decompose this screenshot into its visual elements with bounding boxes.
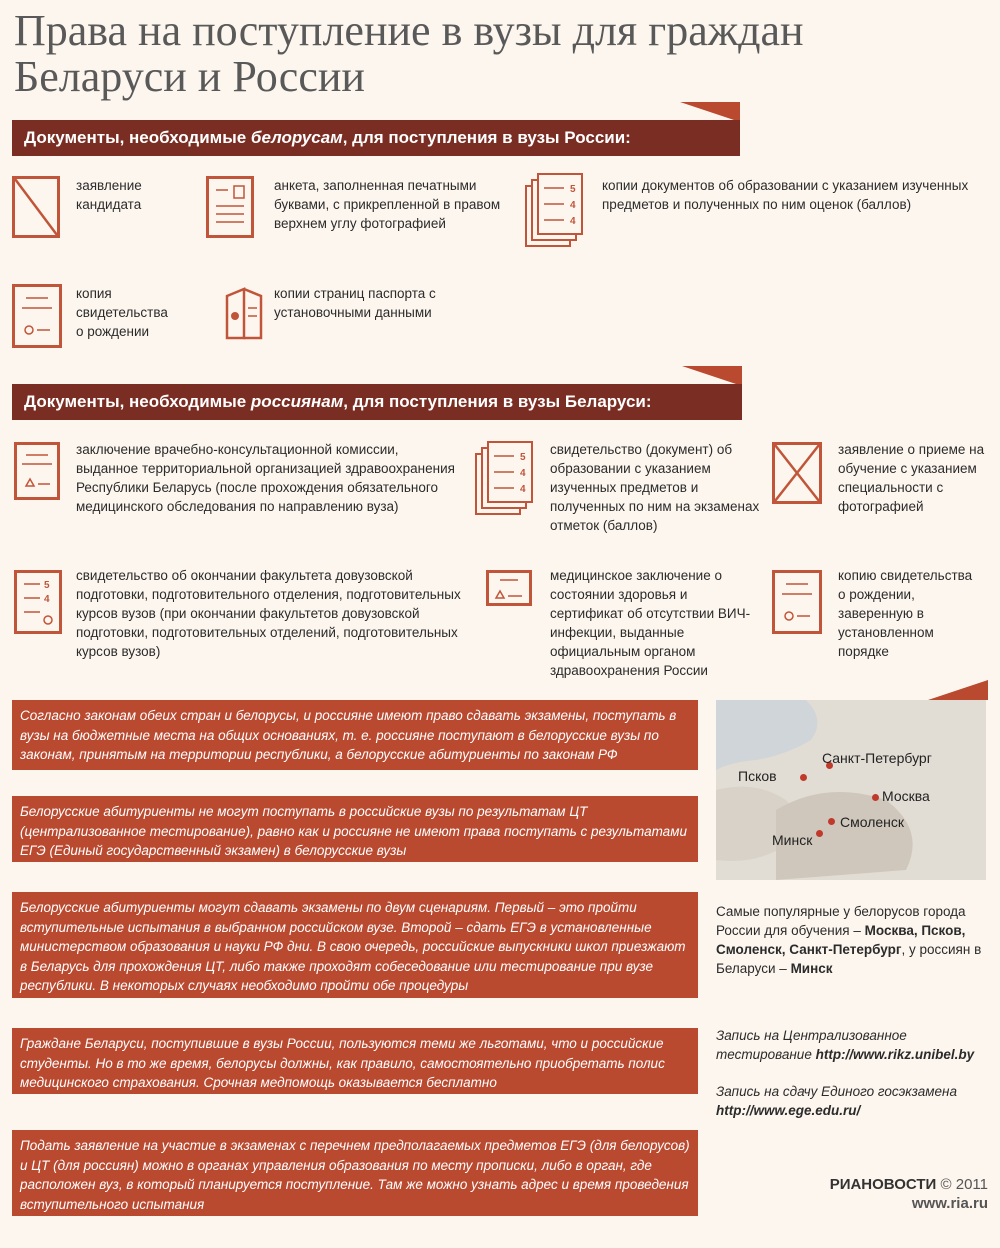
- map-label-moscow: Москва: [882, 788, 930, 804]
- medical-conclusion-icon: [486, 570, 532, 606]
- svg-text:5: 5: [44, 580, 50, 591]
- questionnaire-icon: [206, 176, 254, 238]
- map-fold: [928, 680, 988, 700]
- map-label-pskov: Псков: [738, 768, 777, 784]
- ria-brand: РИАНОВОСТИ: [829, 1176, 937, 1193]
- doc-item-questionnaire: анкета, заполненная печатными буквами, с прикрепленной в правом верхнем углу фотографией: [274, 178, 501, 231]
- education-certificate-icon: [474, 440, 536, 518]
- svg-text:4: 4: [570, 216, 576, 227]
- doc-item-medical-commission: заключение врачебно-консультационной комиссии, выданное территориальной организацией здравоохранения Республики Беларусь (после прохождения обязательного медицинского обследования по направлению вуза): [76, 442, 455, 514]
- info-box-equal-rights: Согласно законам обеих стран и белорусы, и россияне имеют право сдавать экзамены, поступать в вузы на бюджетные места на общих основаниях, т. е. россияне поступают в белорусские вузы по законам, принятым на территории республики, а белорусские абитуриенты по законам РФ: [12, 700, 698, 770]
- info-box-application: Подать заявление на участие в экзаменах с перечнем предполагаемых предметов ЕГЭ (для белорусов) и ЦТ (для россиян) можно в органах управления образования по месту прописки, либо в орган, где расположен вуз, в который планируется поступление. Там же можно узнать адрес и время проведения вступительного испытания: [12, 1130, 698, 1216]
- grades-documents-icon: [524, 172, 586, 250]
- ria-logo: [830, 1175, 988, 1213]
- map: [716, 700, 986, 880]
- ria-site[interactable]: www.ria.ru: [911, 1195, 988, 1212]
- medical-commission-icon: [14, 442, 60, 500]
- doc-item-education-certificate: свидетельство (документ) об образовании с указанием изученных предметов и полученных по ним на экзаменах отметок (баллов): [550, 442, 760, 533]
- ct-registration-link[interactable]: http://www.rikz.unibel.by: [815, 1047, 975, 1062]
- svg-text:4: 4: [520, 484, 526, 495]
- banner-fold: [680, 102, 740, 122]
- birth-certificate-icon: [12, 284, 62, 348]
- map-background: [716, 700, 986, 880]
- map-dot-moscow: [872, 794, 879, 801]
- doc-item-birth-certificate-copy: копию свидетельства о рождении, заверенную в установленном порядке: [838, 568, 973, 659]
- prep-courses-icon: [14, 570, 62, 634]
- birth-certificate-copy-icon: [772, 570, 822, 634]
- info-box-benefits: Граждане Беларуси, поступившие в вузы России, пользуются теми же льготами, что и российские студенты. Но в то же время, белорусы должны, как правило, самостоятельно приобретать полис медицинского страхования. Срочная медпомощь оказывается бесплатно: [12, 1028, 698, 1094]
- info-box-scenarios: Белорусские абитуриенты могут сдавать экзамены по двум сценариям. Первый – это пройти вступительные испытания в выбранном российском вузе. Второй – сдать ЕГЭ в установленные министерством образования и науки РФ дни. В свою очередь, российские выпускники школ приезжают в Беларусь для прохождения ЦТ, либо также проходят собеседование или тестирование при вузе республики. В некоторых случаях необходимо пройти обе процедуры: [12, 892, 698, 998]
- doc-item-education-copies: копии документов об образовании с указанием изученных предметов и полученных по ним оценок (баллов): [602, 178, 969, 212]
- doc-item-passport: копии страниц паспорта с установочными данными: [274, 286, 436, 320]
- svg-text:5: 5: [520, 452, 526, 463]
- doc-item-medical-conclusion: медицинское заключение о состоянии здоровья и сертификат об отсутствии ВИЧ-инфекции, выданные официальным органом здравоохранения России: [550, 568, 751, 678]
- page-title: Права на поступление в вузы для граждан Беларуси и России: [14, 6, 804, 101]
- doc-item-prep-courses: свидетельство об окончании факультета довузовской подготовки, подготовительного отделения, подготовительных курсов вузов (при окончании факультетов довузовской подготовки, подготовительных отделений, подготовительных курсов вузов): [76, 568, 461, 659]
- application-form-icon: [12, 176, 60, 238]
- info-box-ct-ege: Белорусские абитуриенты не могут поступать в российские вузы по результатам ЦТ (централизованное тестирование), равно как и россияне не имеют права поступать с результатами ЕГЭ (Единый государственный экзамен) в белорусские вузы: [12, 796, 698, 862]
- section-belarusians-banner: Документы, необходимые белорусам, для поступления в вузы России:: [12, 120, 740, 156]
- svg-text:4: 4: [570, 200, 576, 211]
- ria-year: © 2011: [940, 1176, 988, 1193]
- map-dot-pskov: [800, 774, 807, 781]
- section-russians-banner: Документы, необходимые россиянам, для поступления в вузы Беларуси:: [12, 384, 742, 420]
- svg-text:4: 4: [44, 594, 50, 605]
- ege-registration-link[interactable]: http://www.ege.edu.ru/: [716, 1103, 861, 1118]
- map-label-smolensk: Смоленск: [840, 814, 905, 830]
- map-dot-smolensk: [828, 818, 835, 825]
- map-dot-minsk: [816, 830, 823, 837]
- svg-text:5: 5: [570, 184, 576, 195]
- banner-fold-2: [682, 366, 742, 386]
- map-label-minsk: Минск: [772, 832, 813, 848]
- ct-registration-note: Запись на Централизованное тестирование http://www.rikz.unibel.by: [716, 1028, 975, 1062]
- doc-item-application: заявление кандидата: [76, 178, 142, 212]
- svg-text:4: 4: [520, 468, 526, 479]
- ege-registration-note: Запись на сдачу Единого госэкзамена http://www.ege.edu.ru/: [716, 1084, 957, 1118]
- passport-icon: [224, 286, 264, 342]
- doc-item-birth-certificate: копия свидетельства о рождении: [76, 286, 168, 339]
- popular-cities-note: Самые популярные у белорусов города России для обучения – Москва, Псков, Смоленск, Санкт-Петербург, у россиян в Беларуси – Минск: [716, 904, 982, 976]
- map-label-spb: Санкт-Петербург: [822, 750, 932, 766]
- doc-item-application-photo: заявление о приеме на обучение с указанием специальности с фотографией: [838, 442, 985, 514]
- application-photo-icon: [772, 442, 822, 504]
